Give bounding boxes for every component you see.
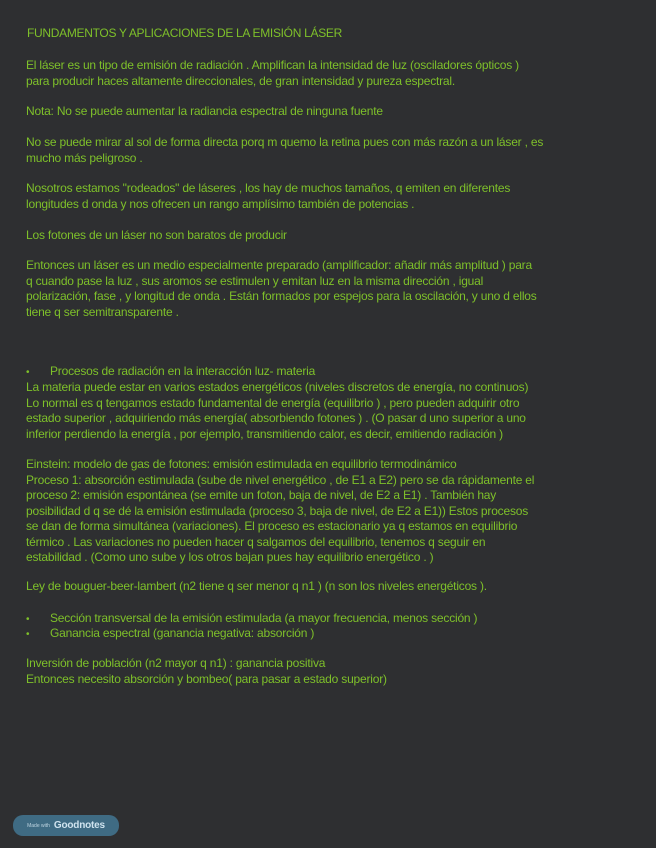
paragraph-population-inversion: Inversión de población (n2 mayor q n1) : ganancia positiva Entonces necesito absorción y bombeo( para pasar a estado superior): [26, 656, 387, 686]
paragraph-sun-warning: No se puede mirar al sol de forma directa porq m quemo la retina pues con más razón a un láser , es mucho más peligroso .: [26, 135, 544, 165]
paragraph-photons: Los fotones de un láser no son baratos de producir: [26, 228, 287, 242]
bullet-item-radiation-processes: [26, 364, 631, 381]
bullet-text: Procesos de radiación en la interacción luz- materia: [50, 364, 316, 378]
badge-brand-label: Goodnotes: [53, 820, 105, 831]
paragraph-lasers-around: Nosotros estamos "rodeados" de láseres , los hay de muchos tamaños, q emiten en diferentes longitudes d onda y nos ofrecen un rango amplísimo también de potencias .: [26, 181, 511, 211]
badge-made-with-label: Made with: [27, 822, 50, 829]
paragraph-energy-states: La materia puede estar en varios estados energéticos (niveles discretos de energía, no continuos) Lo normal es q tengamos estado fundamental de energía (equilibrio ) , pero pueden adquirir otro estado superior , adquiriendo más energía( absorbiendo fotones ) . (O pasar d uno superior a uno inferior perdiendo la energía , por ejemplo, transmitiendo calor, es decir, emitiendo radiación ): [26, 380, 529, 441]
goodnotes-badge: [13, 815, 119, 836]
paragraph-laser-medium: Entonces un láser es un medio especialmente preparado (amplificador: añadir más amplitud ) para q cuando pase la luz , sus aromos se estimulen y emitan luz en la misma dirección , igual polarización, fase , y longitud de onda . Están formados por espejos para la oscilación, y uno d ellos tiene q ser semitransparente .: [26, 258, 537, 319]
bullet-text: Sección transversal de la emisión estimulada (a mayor frecuencia, menos sección ): [50, 611, 478, 625]
paragraph-beer-lambert: Ley de bouguer-beer-lambert (n2 tiene q ser menor q n1 ) (n son los niveles energéticos ).: [26, 579, 487, 593]
bullet-text: Ganancia espectral (ganancia negativa: absorción ): [50, 626, 315, 640]
page-title: FUNDAMENTOS Y APLICACIONES DE LA EMISIÓN LÁSER: [27, 26, 342, 40]
paragraph-note: Nota: No se puede aumentar la radiancia espectral de ninguna fuente: [26, 104, 383, 118]
paragraph-intro: El láser es un tipo de emisión de radiación . Amplifican la intensidad de luz (osciladores ópticos ) para producir haces altamente direccionales, de gran intensidad y pureza espectral.: [26, 58, 519, 88]
bullet-icon: •: [26, 614, 30, 625]
bullet-icon: •: [26, 629, 30, 640]
paragraph-einstein-model: Einstein: modelo de gas de fotones: emisión estimulada en equilibrio termodinámico Proceso 1: absorción estimulada (sube de nivel energético , de E1 a E2) pero se da rápidamente el proceso 2: emisión espontánea (se emite un foton, baja de nivel, de E2 a E1) . También hay posibilidad d q se dé la emisión estimulada (proceso 3, baja de nivel, de E2 a E1)) Estos procesos se dan de forma simultánea (variaciones). El proceso es estacionario ya q estamos en equilibrio térmico . Las variaciones no pueden hacer q salgamos del equilibrio, tenemos q seguir en estabilidad . (Como uno sube y los otros bajan pues hay equilibrio energético . ): [26, 457, 535, 564]
bullet-item-spectral-gain: [26, 626, 631, 643]
bullet-icon: •: [26, 367, 30, 378]
